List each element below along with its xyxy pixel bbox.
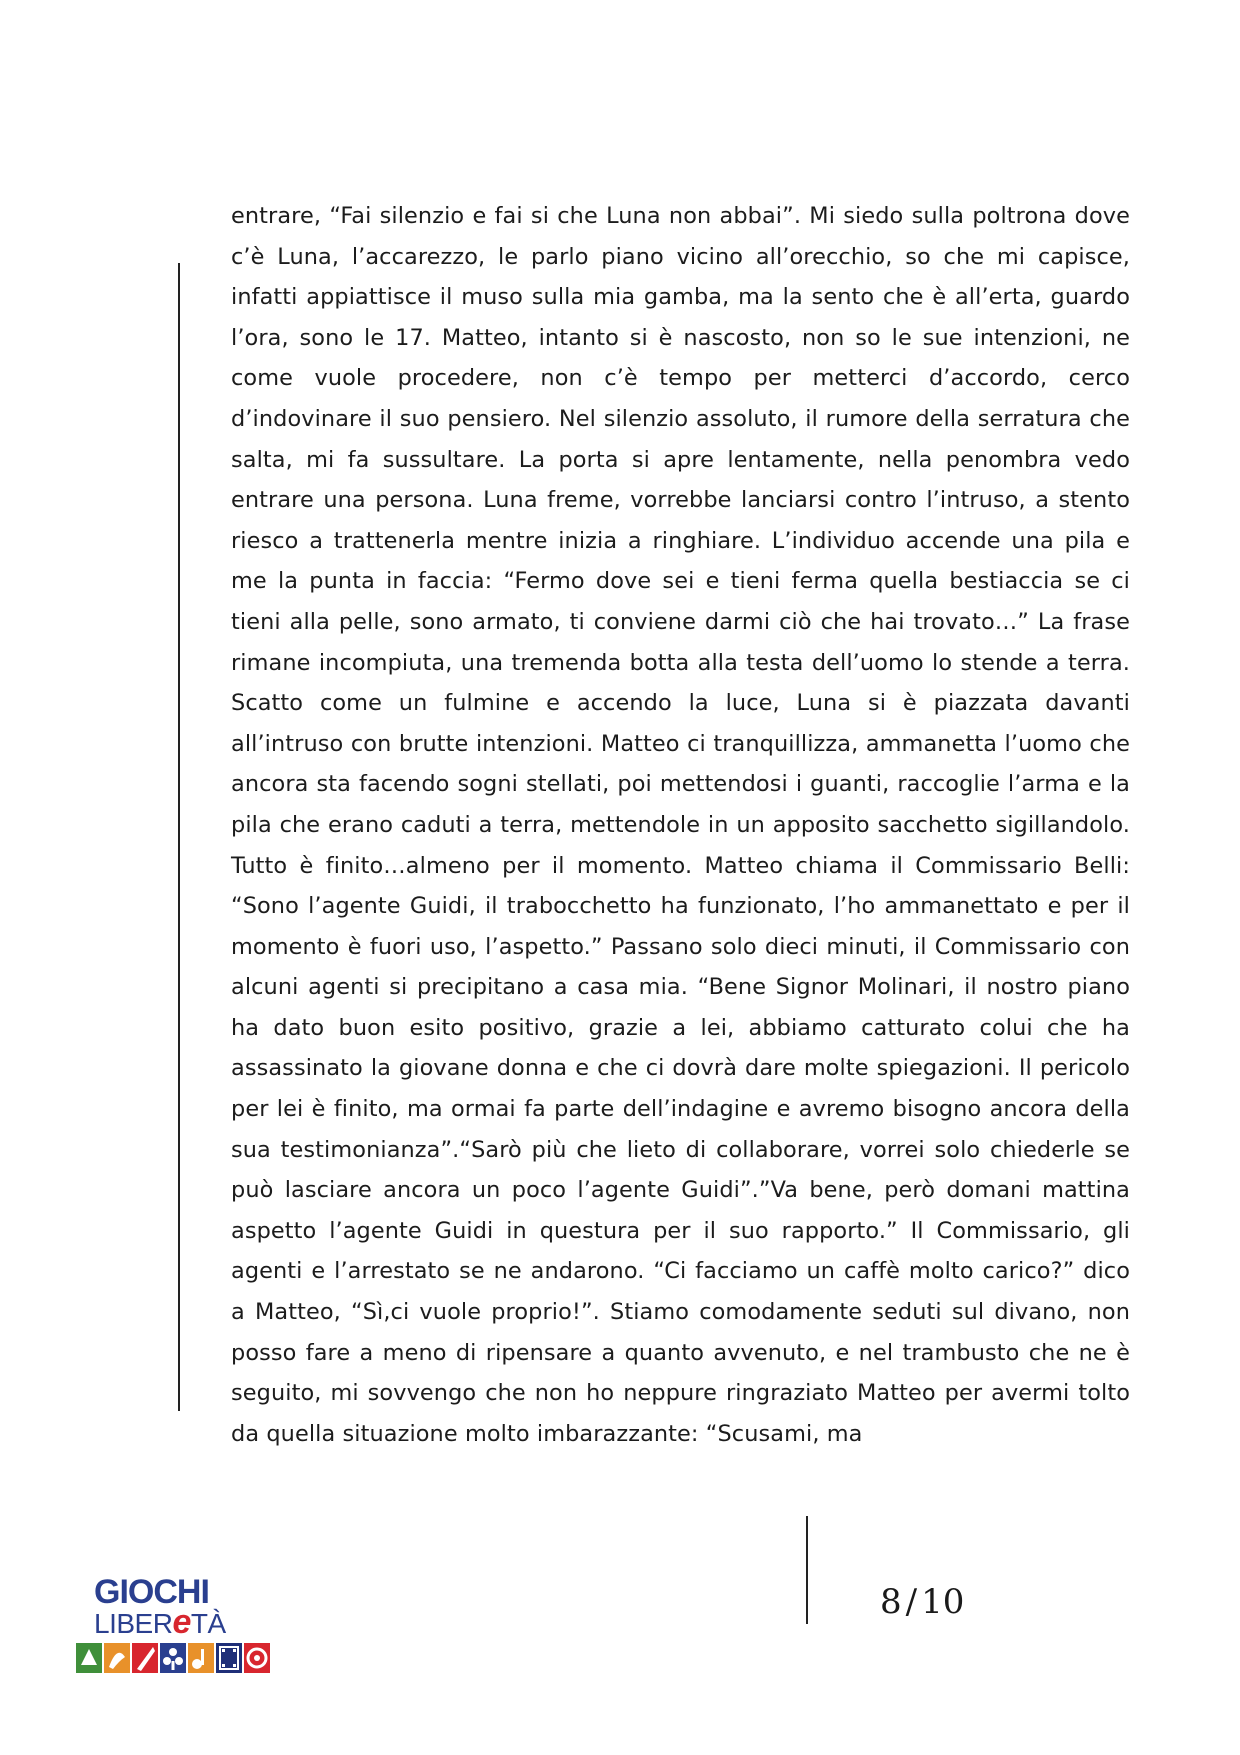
page-number [880, 1582, 1040, 1622]
left-margin-rule [178, 263, 180, 1411]
logo-icon-strip [76, 1643, 270, 1673]
page-current: 8 [880, 1582, 902, 1622]
page-total: 10 [921, 1582, 965, 1622]
logo-line1: GIOCHI [94, 1573, 209, 1611]
giochi-liberta-logo [76, 1565, 286, 1675]
logo-line2: LIBEReTÀ [94, 1603, 226, 1641]
body-paragraph: entrare, “Fai silenzio e fai si che Luna non abbai”. Mi siedo sulla poltrona dove c’è Luna, l’accarezzo, le parlo piano vicino all’orecchio, so che mi capisce, infatti appiattisce il muso sulla mia gamba, ma la sento che è all’erta, guardo l’ora, sono le 17. Matteo, intanto si è nascosto, non so le sue intenzioni, ne come vuole procedere, non c’è tempo per metterci d’accordo, cerco d’indovinare il suo pensiero. Nel silenzio assoluto, il rumore della serratura che salta, mi fa sussultare. La porta si apre lentamente, nella penombra vedo entrare una persona. Luna freme, vorrebbe lanciarsi contro l’intruso, a stento riesco a trattenerla mentre inizia a ringhiare. L’individuo accende una pila e me la punta in faccia: “Fermo dove sei e tieni ferma quella bestiaccia se ci tieni alla pelle, sono armato, ti conviene darmi ciò che hai trovato…” La frase rimane incompiuta, una tremenda botta alla testa dell’uomo lo stende a terra. Scatto come un fulmine e accendo la luce, Luna si è piazzata davanti all’intruso con brutte intenzioni. Matteo ci tranquillizza, ammanetta l’uomo che ancora sta facendo sogni stellati, poi mettendosi i guanti, raccoglie l’arma e la pila che erano caduti a terra, mettendole in un apposito sacchetto sigillandolo. Tutto è finito…almeno per il momento. Matteo chiama il Commissario Belli: “Sono l’agente Guidi, il trabocchetto ha funzionato, l’ho ammanettato e per il momento è fuori uso, l’aspetto.” Passano solo dieci minuti, il Commissario con alcuni agenti si precipitano a casa mia. “Bene Signor Molinari, il nostro piano ha dato buon esito positivo, grazie a lei, abbiamo catturato colui che ha assassinato la giovane donna e che ci dovrà dare molte spiegazioni. Il pericolo per lei è finito, ma ormai fa parte dell’indagine e avremo bisogno ancora della sua testimonianza”.“Sarò più che lieto di collaborare, vorrei solo chiederle se può lasciare ancora un poco l’agente Guidi”.”Va bene, però domani mattina aspetto l’agente Guidi in questura per il suo rapporto.” Il Commissario, gli agenti e l’arrestato se ne andarono. “Ci facciamo un caffè molto carico?” dico a Matteo, “Sì,ci vuole proprio!”. Stiamo comodamente seduti sul divano, non posso fare a meno di ripensare a quanto avvenuto, e nel trambusto che ne è seguito, mi sovvengo che non ho neppure ringraziato Matteo per avermi tolto da quella situazione molto imbarazzante: “Scusami, ma [231, 203, 1130, 1447]
footer-divider [806, 1516, 808, 1624]
page-separator: / [905, 1582, 918, 1622]
